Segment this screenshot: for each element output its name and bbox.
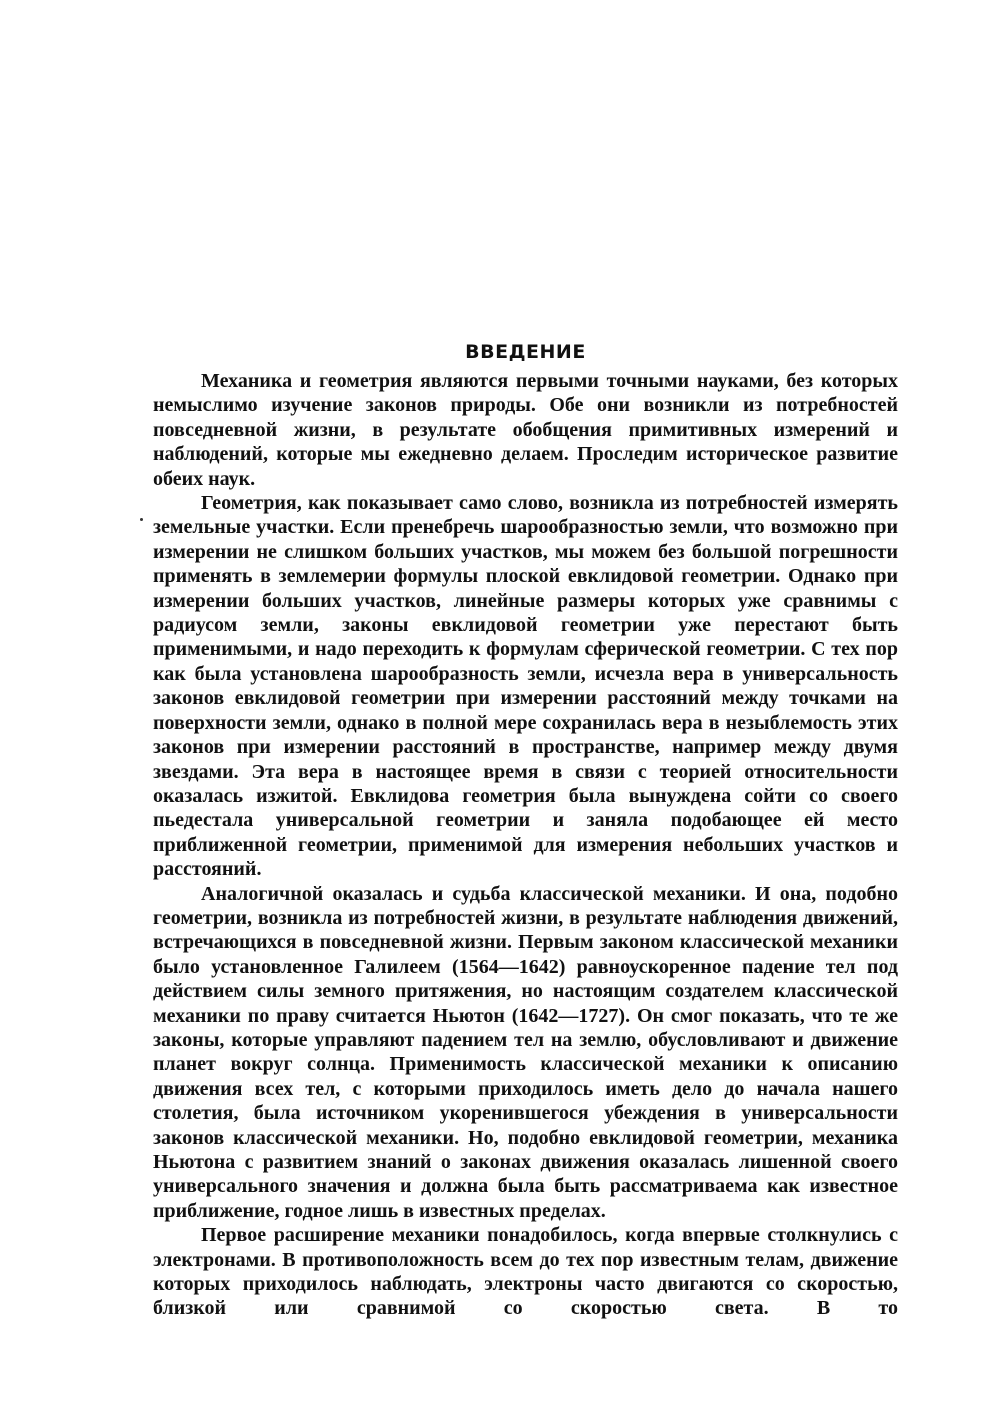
paragraph-electrons: Первое расширение механики понадобилось, когда впервые столкнулись с электронами. В противоположность всем до тех пор известным телам, движение которых приходилось наблюдать, электроны часто двигаются со скоростью, близкой или сравнимой со скоростью света. В то <box>153 1224 898 1320</box>
chapter-title: ВВЕДЕНИЕ <box>465 340 586 363</box>
stray-ink-dot <box>140 518 143 521</box>
paragraph-mechanics: Аналогичной оказалась и судьба классической механики. И она, подобно геометрии, возникла из потребностей жизни, в результате наблюдения движений, встречающихся в повседневной жизни. Первым законом классической механики было установленное Галилеем (1564—1642) равноускоренное падение тел под действием силы земного притяжения, но настоящим создателем классической механики по праву считается Ньютон (1642—1727). Он смог показать, что те же законы, которые управляют падением тел на землю, обусловливают и движение планет вокруг солнца. Применимость классической механики к описанию движения всех тел, с которыми приходилось иметь дело до начала нашего столетия, была источником укоренившегося убеждения в универсальности законов классической механики. Но, подобно евклидовой геометрии, механика Ньютона с развитием знаний о законах движения оказалась лишенной своего универсального значения и должна была быть рассматриваема как известное приближение, годное лишь в известных пределах. <box>153 882 898 1222</box>
chapter-body <box>153 369 898 1321</box>
paragraph-intro: Механика и геометрия являются первыми точными науками, без которых немыслимо изучение законов природы. Обе они возникли из потребностей повседневной жизни, в результате обобщения примитивных измерений и наблюдений, которые мы ежедневно делаем. Проследим историческое развитие обеих наук. <box>153 370 898 490</box>
paragraph-geometry: Геометрия, как показывает само слово, возникла из потребностей измерять земельные участки. Если пренебречь шарообразностью земли, что возможно при измерении не слишком больших участков, мы можем без большой погрешности применять в землемерии формулы плоской евклидовой геометрии. Однако при измерении больших участков, линейные размеры которых уже сравнимы с радиусом земли, законы евклидовой геометрии уже перестают быть применимыми, и надо переходить к формулам сферической геометрии. С тех пор как была установлена шарообразность земли, исчезла вера в универсальность законов евклидовой геометрии при измерении расстояний между точками на поверхности земли, однако в полной мере сохранилась вера в незыблемость этих законов при измерении расстояний в пространстве, например между двумя звездами. Эта вера в настоящее время в связи с теорией относительности оказалась изжитой. Евклидова геометрия была вынуждена сойти со своего пьедестала универсальной геометрии и заняла подобающее ей место приближенной геометрии, применимой для измерения небольших участков и расстояний. <box>153 492 898 881</box>
